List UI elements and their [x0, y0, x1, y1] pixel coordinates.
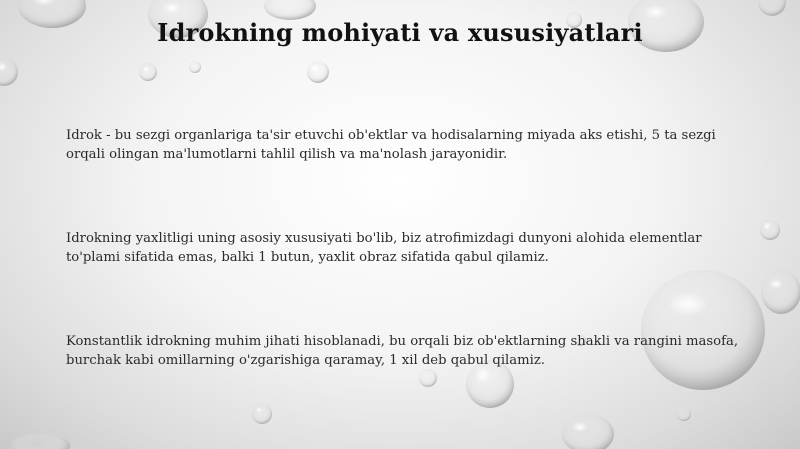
- droplet: [419, 369, 437, 387]
- paragraph-definition: Idrok - bu sezgi organlariga ta'sir etuvchi ob'ektlar va hodisalarning miyada aks etishi, 5 ta sezgi orqali olingan ma'lumotlarni tahlil qilish va ma'nolash jarayonidir.: [66, 128, 716, 162]
- paragraph-integrity: Idrokning yaxlitligi uning asosiy xususiyati bo'lib, biz atrofimizdagi dunyoni alohida elementlar to'plami sifatida emas, balki 1 butun, yaxlit obraz sifatida qabul qilamiz.: [66, 231, 702, 265]
- droplet: [761, 270, 800, 314]
- droplet: [0, 58, 18, 86]
- slide-title: Idrokning mohiyati va xususiyatlari: [157, 18, 643, 47]
- droplet: [760, 220, 780, 240]
- droplet: [189, 61, 201, 73]
- droplet: [139, 63, 157, 81]
- droplet: [758, 0, 786, 16]
- droplet: [10, 434, 70, 449]
- paragraph-constancy: Konstantlik idrokning muhim jihati hisoblanadi, bu orqali biz ob'ektlarning shakli va rangini masofa, burchak kabi omillarning o'zgarishiga qaramay, 1 xil deb qabul qilamiz.: [66, 334, 739, 368]
- droplet: [641, 270, 765, 390]
- droplet: [264, 0, 316, 20]
- droplet: [252, 404, 272, 424]
- droplet: [307, 61, 329, 83]
- droplet: [677, 407, 691, 421]
- droplet: [562, 414, 614, 449]
